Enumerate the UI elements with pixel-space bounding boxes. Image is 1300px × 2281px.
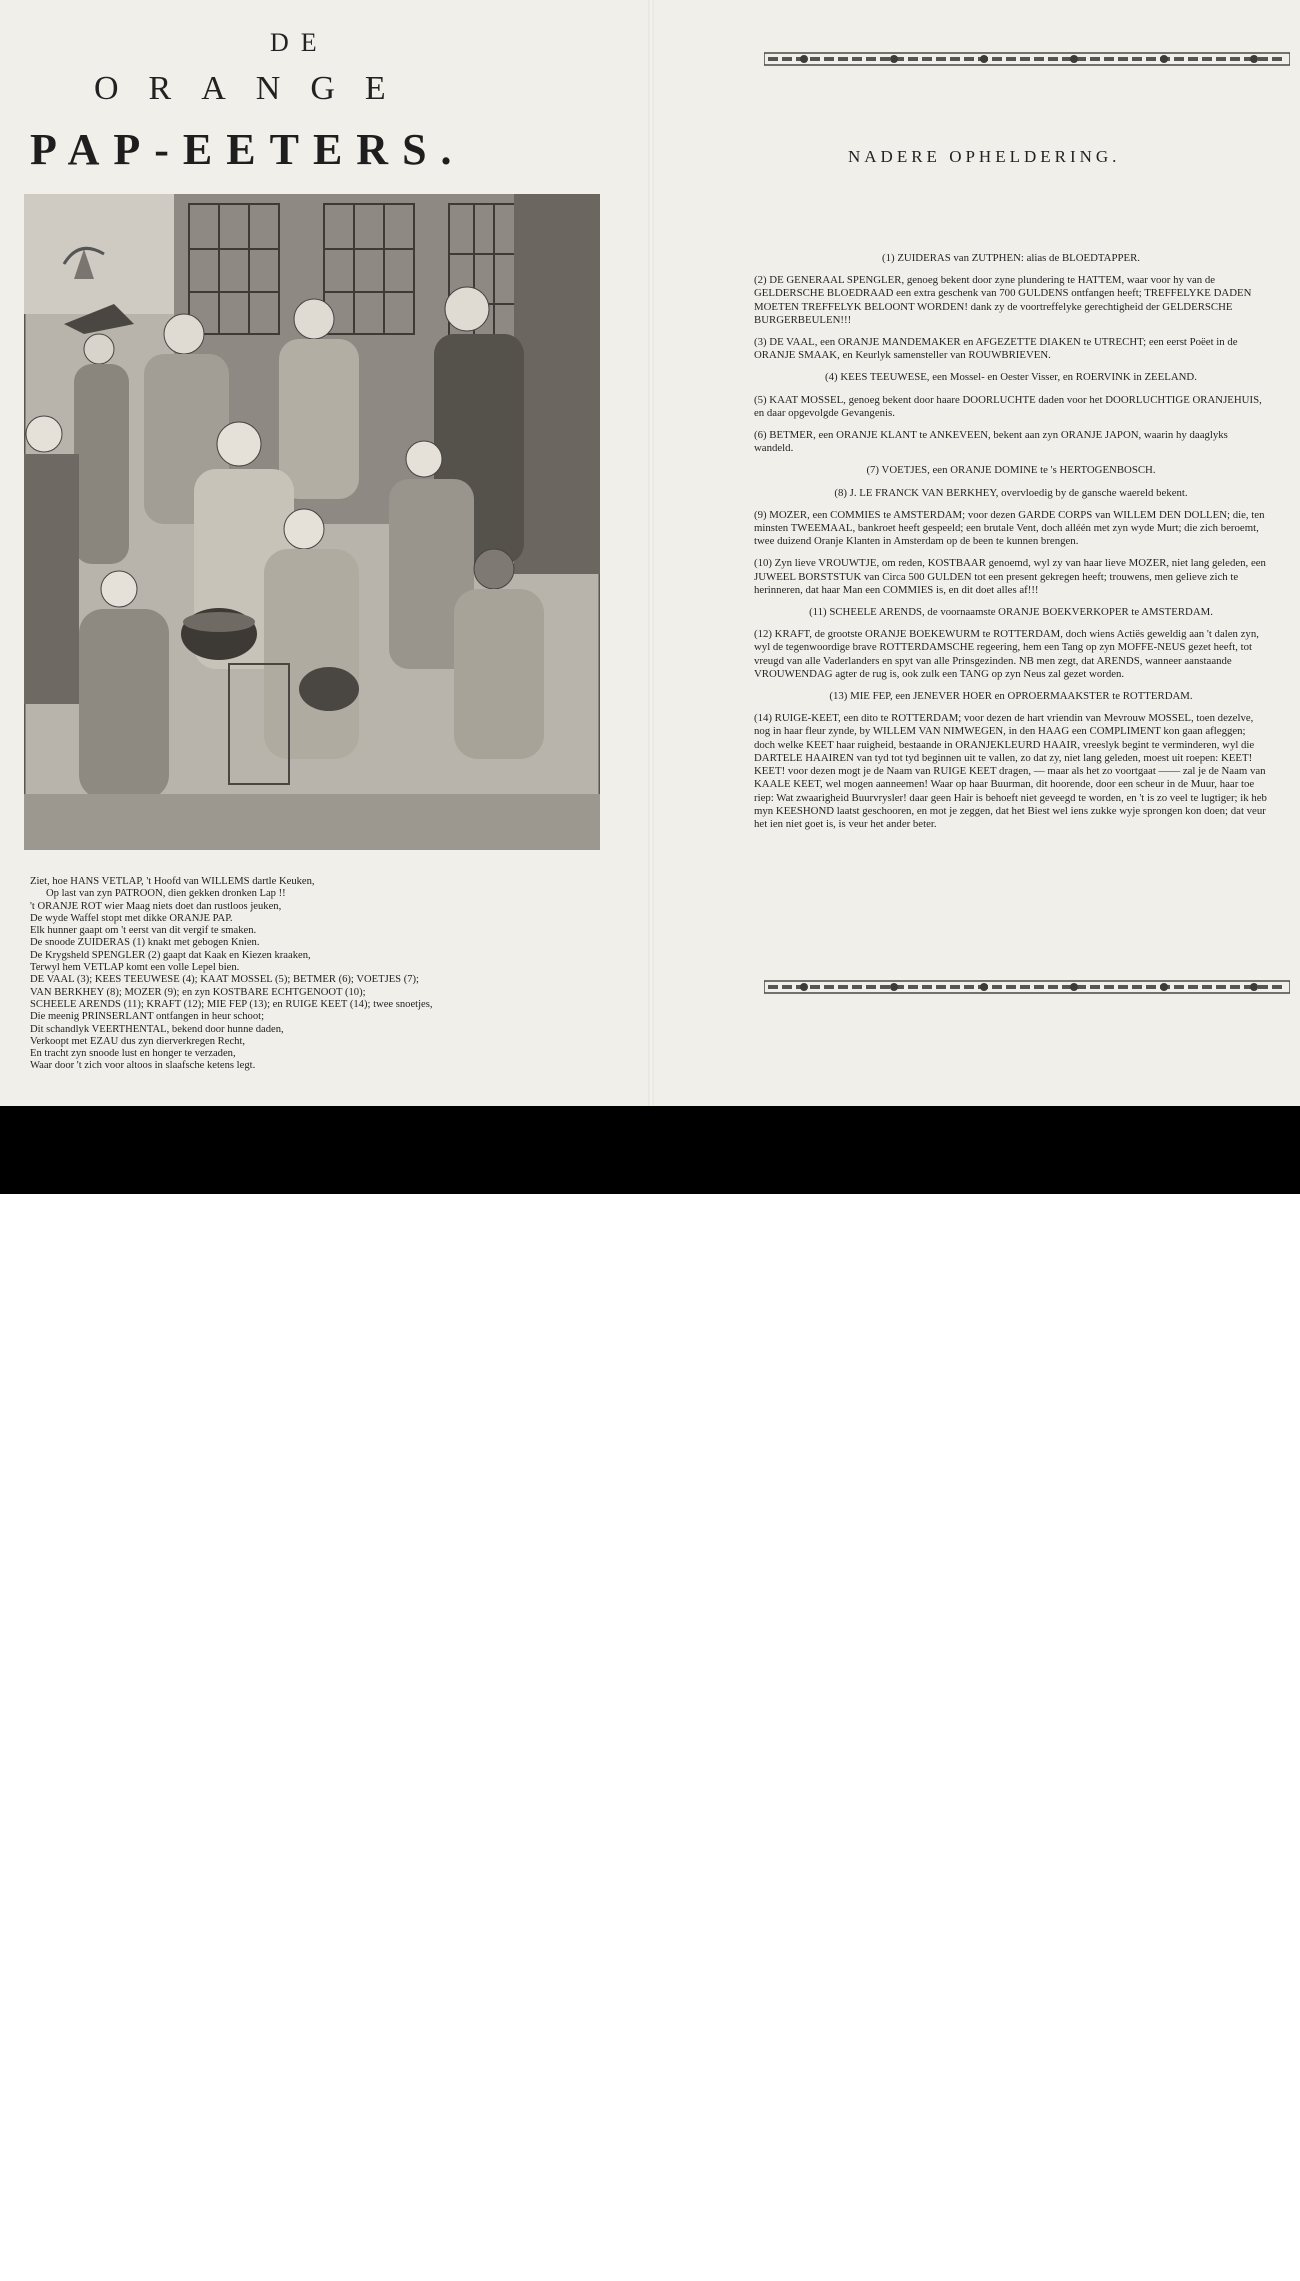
page-fold	[648, 0, 654, 1106]
note-item: (1) ZUIDERAS van ZUTPHEN: alias de BLOEDTAPPER.	[882, 252, 1140, 264]
stock-image-id	[1159, 2226, 1276, 2270]
title-line-orange: ORANGE	[94, 70, 416, 107]
note-item: (8) J. LE FRANCK VAN BERKHEY, overvloedig by de gansche waereld bekent.	[834, 486, 1188, 499]
watermark-logo	[22, 2242, 125, 2281]
poem-line: Elk hunner gaapt om 't eerst van dit vergif te smaken.	[30, 925, 257, 937]
poem	[30, 876, 610, 1073]
watermark-bar	[0, 1106, 1300, 2280]
watermark-text: alamy	[22, 2242, 116, 2280]
note-item: (10) Zyn lieve VROUWTJE, om reden, KOSTBAAR genoemd, wyl zy van haar lieve MOZER, niet lang geleden, een JUWEEL BORSTSTUK van Circa 500 GULDEN tot een present gekregen heeft; trouwens, men gelieve zich te herinneren, dat haar Man een COMMIES is, en dit doet alles af!!!	[754, 557, 1266, 596]
note-item: (6) BETMER, een ORANJE KLANT te ANKEVEEN, bekent aan zyn ORANJE JAPON, waarin hy daaglyks wandeld.	[754, 429, 1228, 455]
poem-line: SCHEELE ARENDS (11); KRAFT (12); MIE FEP (13); en RUIGE KEET (14); twee snoetjes,	[30, 998, 433, 1010]
poem-line: Verkoopt met EZAU dus zyn dierverkregen Recht,	[30, 1035, 246, 1047]
poem-line: VAN BERKHEY (8); MOZER (9); en zyn KOSTBARE ECHTGENOOT (10);	[30, 986, 366, 998]
image-id-label: Image ID: 2X6XFTH	[1158, 2229, 1276, 2244]
book-spread	[0, 0, 1300, 1106]
note-item: (4) KEES TEEUWESE, een Mossel- en Oester Visser, en ROERVINK in ZEELAND.	[825, 371, 1197, 384]
poem-line: DE VAAL (3); KEES TEEUWESE (4); KAAT MOSSEL (5); BETMER (6); VOETJES (7);	[30, 974, 420, 986]
poem-line: Ziet, hoe HANS VETLAP, 't Hoofd van WILLEMS dartle Keuken,	[30, 876, 315, 887]
poem-line: De snoode ZUIDERAS (1) knakt met gebogen Knien.	[30, 937, 260, 949]
poem-line: Terwyl hem VETLAP komt een volle Lepel bien.	[30, 962, 240, 974]
note-item: (14) RUIGE-KEET, een dito te ROTTERDAM; voor dezen de hart vriendin van Mevrouw MOSSEL, toen dezelve, nog in haar fleur zynde, by WILLEM VAN NIMWEGEN, in den HAAG een COMPLIMENT kon gaan afleggen; doch welke KEET haar ruigheid, bestaande in ORANJEKLEURD HAAIR, vreeslyk begint te verminderen, wyl die DARTELE HAAIREN van tyd tot tyd beginnen uit te vallen, zo dat zy, niet lang geleden, moest uit roepen: KEET! KEET! voor dezen mogt je de Naam van RUIGE KEET dragen, — maar als het zo voortgaat —— zal je de Naam van KAALE KEET, wel mogen aanneemen! Waar op haar Buurman, dit hoorende, door een scheur in de Muur, haar toe riep: Wat zwaarigheid Buurvrysler! daar geen Hair is behoeft niet geveegd te worden, en 't is zo veel te lugtiger; ik heb myn KEESHOND laatst geschooren, en mot je zeggen, dat het Biest wel iens zukke wyje sprongen kon doen; dat veur het ien niet goet is, is veur het ander beter.	[754, 712, 1267, 830]
site-url: www.alamy.com	[1183, 2251, 1276, 2266]
poem-line: De Krygsheld SPENGLER (2) gaapt dat Kaak en Kiezen kraaken,	[30, 949, 311, 961]
section-heading: NADERE OPHELDERING.	[848, 147, 1121, 166]
poem-line: Op last van zyn PATROON, dien gekken dronken Lap !!	[46, 888, 286, 900]
title-line-pap-eeters: PAP-EETERS.	[30, 125, 466, 174]
note-item: (9) MOZER, een COMMIES te AMSTERDAM; voor dezen GARDE CORPS van WILLEM DEN DOLLEN; die, ten minsten TWEEMAAL, bankroet heeft gespeeld; een brutale Vent, doch alléén met zyn wyde Murt; die zich beroemt, twee duizend Oranje Klanten in Amsterdam op de been te kunnen brengen.	[754, 508, 1265, 548]
note-item: (11) SCHEELE ARENDS, de voornaamste ORANJE BOEKVERKOPER te AMSTERDAM.	[809, 606, 1213, 619]
note-item: (2) DE GENERAAL SPENGLER, genoeg bekent door zyne plundering te HATTEM, waar voor hy van de GELDERSCHE BLOEDRAAD een extra geschenk van 700 GULDENS ontfangen heeft; TREFFELYKE DADEN MOETEN TREFFELYK BELOONT WORDEN! dank zy de voortreffelyke gerechtigheid der GELDERSCHE BURGERBEULEN!!!	[754, 274, 1252, 326]
poem-line: En tracht zyn snoode lust en honger te verzaden,	[30, 1048, 236, 1060]
poem-line: Waar door 't zich voor altoos in slaafsche ketens legt.	[30, 1060, 256, 1072]
poem-line: Die meenig PRINSERLANT ontfangen in heur schoot;	[30, 1011, 265, 1023]
note-item: (12) KRAFT, de grootste ORANJE BOEKEWURM te ROTTERDAM, doch wiens Actiës geweldig aan 't dalen zyn, wyl de tegenwoordige brave ROTTERDAMSCHE regeering, hem een Tang op zyn MOFFE-NEUS gezet heeft, tot vreugd van alle Vaderlanders en spyt van alle Prinsgezinden. NB men zegt, dat ARENDS, wanneer aanstaande VROUWENDAG agter de rug is, ook zulk een TANG op zyn Neus zal gezet worden.	[754, 628, 1259, 680]
note-item: (5) KAAT MOSSEL, genoeg bekent door haare DOORLUCHTE daden voor het DOORLUCHTIGE ORANJEHUIS, en daar opgevolgde Gevangenis.	[754, 393, 1262, 419]
poem-line: Dit schandlyk VEERTHENTAL, bekend door hunne daden,	[30, 1023, 284, 1035]
note-item: (3) DE VAAL, een ORANJE MANDEMAKER en AFGEZETTE DIAKEN te UTRECHT; een eerst Poëet in de ORANJE SMAAK, en Keurlyk samensteller van ROUWBRIEVEN.	[754, 336, 1238, 362]
trademark-mark: a	[117, 2242, 125, 2257]
notes-list	[754, 252, 1268, 840]
top-ornament	[764, 44, 1290, 74]
title-line-de: DE	[270, 28, 329, 57]
note-item: (7) VOETJES, een ORANJE DOMINE te 's HERTOGENBOSCH.	[866, 464, 1156, 477]
etching-illustration	[24, 194, 600, 850]
poem-line: 't ORANJE ROT wier Maag niets doet dan rustloos jeuken,	[30, 900, 282, 912]
bottom-ornament	[764, 972, 1290, 1002]
note-item: (13) MIE FEP, een JENEVER HOER en OPROERMAAKSTER te ROTTERDAM.	[829, 690, 1193, 703]
poem-line: De wyde Waffel stopt met dikke ORANJE PAP.	[30, 912, 233, 924]
